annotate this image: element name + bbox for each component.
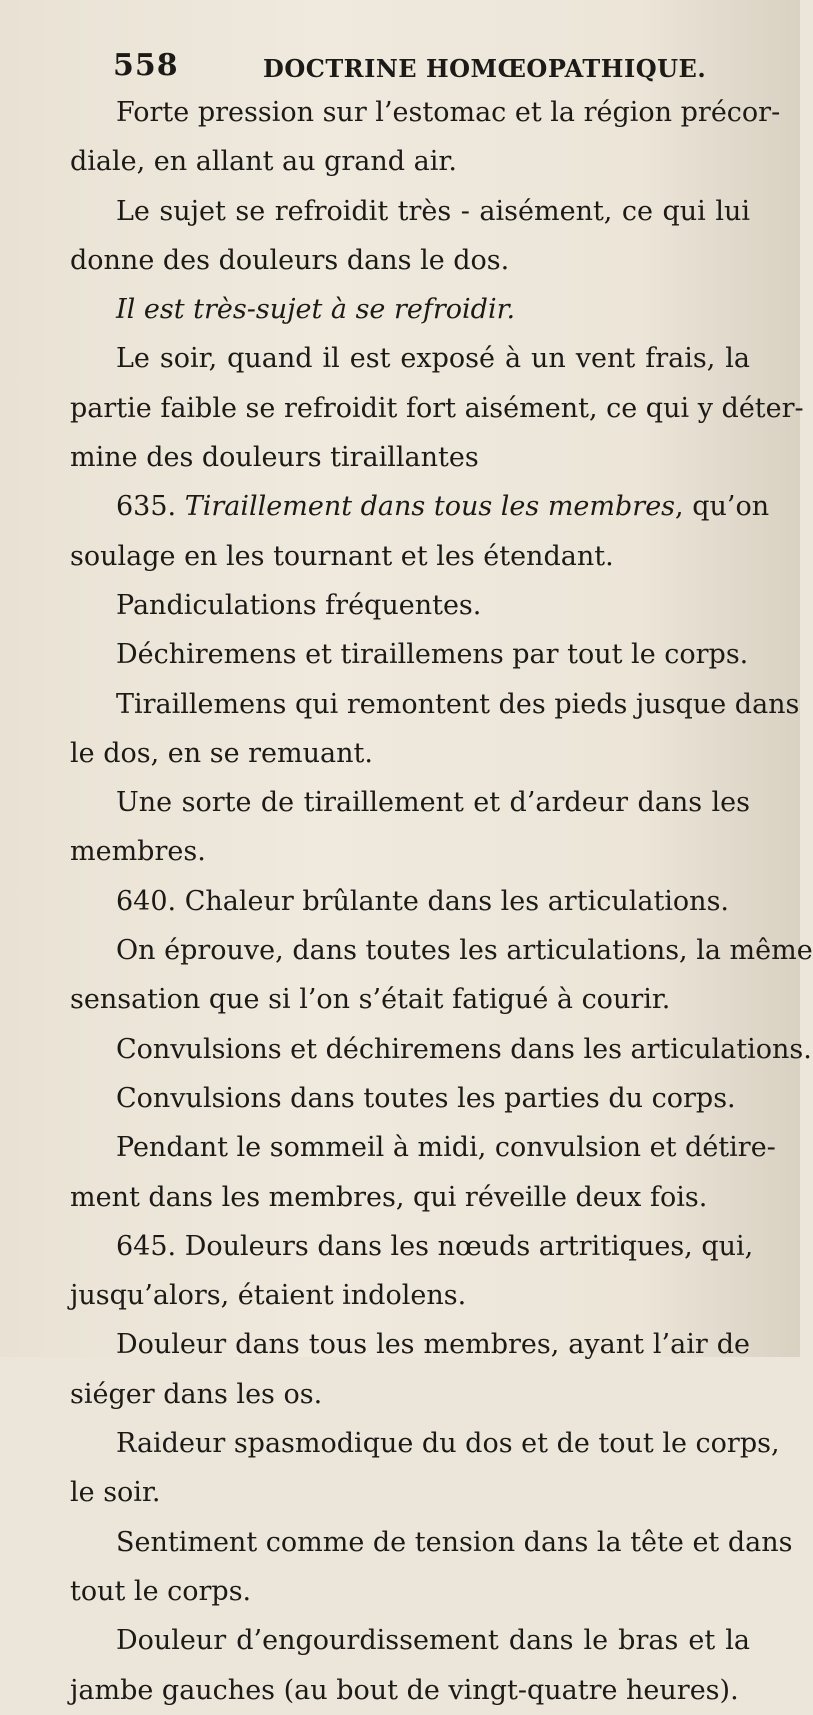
text-line: 645. Douleurs dans les nœuds artritiques, qui,	[116, 1230, 754, 1262]
text-line: Il est très-sujet à se refroidir.	[116, 294, 516, 326]
text-line: 640. Chaleur brûlante dans les articulations.	[116, 885, 730, 917]
text-line: Déchiremens et tiraillemens par tout le corps.	[116, 639, 749, 671]
text-line: ment dans les membres, qui réveille deux fois.	[70, 1181, 708, 1213]
italic-phrase: Tiraillement dans tous les membres	[184, 491, 676, 523]
page-number: 558	[113, 48, 179, 83]
text-line: 635. Tiraillement dans tous les membres, qu’on	[116, 491, 770, 523]
text-line: diale, en allant au grand air.	[70, 146, 457, 178]
text-line: Sentiment comme de tension dans la tête et dans	[116, 1526, 793, 1558]
text-line: jusqu’alors, étaient indolens.	[70, 1280, 467, 1312]
text-line: membres.	[70, 836, 206, 868]
text-line: le dos, en se remuant.	[70, 737, 373, 769]
text-line: siéger dans les os.	[70, 1378, 323, 1410]
text-line: Convulsions et déchiremens dans les articulations.	[116, 1033, 812, 1065]
text-line: Une sorte de tiraillement et d’ardeur dans les	[116, 787, 750, 819]
text-line: sensation que si l’on s’était fatigué à courir.	[70, 984, 671, 1016]
text-line: Le sujet se refroidit très - aisément, ce qui lui	[116, 195, 750, 227]
text-line: Pandiculations fréquentes.	[116, 589, 482, 621]
text-line: le soir.	[70, 1477, 161, 1509]
text-line: Raideur spasmodique du dos et de tout le corps,	[116, 1428, 780, 1460]
text-line: jambe gauches (au bout de vingt-quatre heures).	[70, 1674, 739, 1706]
running-title: DOCTRINE HOMŒOPATHIQUE.	[263, 54, 707, 83]
text-line: Douleur d’engourdissement dans le bras et la	[116, 1625, 750, 1657]
text-line: Pendant le sommeil à midi, convulsion et détire-	[116, 1132, 776, 1164]
text-line: mine des douleurs tiraillantes	[70, 442, 479, 474]
text-line: soulage en les tournant et les étendant.	[70, 540, 614, 572]
running-head	[113, 48, 753, 88]
text-line: Tiraillemens qui remontent des pieds jusque dans	[116, 688, 800, 720]
text-line: Convulsions dans toutes les parties du corps.	[116, 1082, 736, 1114]
body-text	[70, 88, 813, 1715]
text-line: tout le corps.	[70, 1575, 252, 1607]
text-line: Le soir, quand il est exposé à un vent frais, la	[116, 343, 750, 375]
text-line: On éprouve, dans toutes les articulations, la même	[116, 935, 813, 967]
text-line: Forte pression sur l’estomac et la région précor-	[116, 97, 781, 128]
text-line: partie faible se refroidit fort aisément, ce qui y déter-	[70, 392, 804, 424]
text-line: Douleur dans tous les membres, ayant l’air de	[116, 1329, 750, 1361]
text-line: donne des douleurs dans le dos.	[70, 244, 510, 276]
